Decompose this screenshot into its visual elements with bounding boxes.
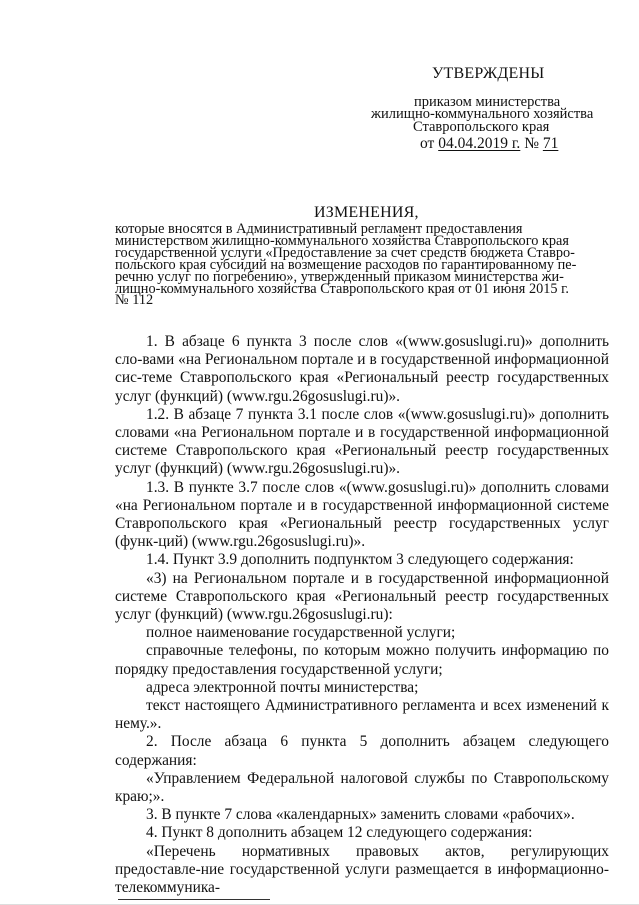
document-body [115, 333, 609, 897]
approval-date-line [420, 136, 558, 152]
preamble [115, 221, 608, 309]
approval-date: 04.04.2019 г. [438, 135, 521, 152]
footer-rule [118, 899, 270, 900]
preamble-line: № 112 [115, 292, 154, 309]
approval-line-3: Ставропольского края [413, 119, 550, 135]
preamble-line: лищно-коммунального хозяйства Ставропольского края от 01 июня 2015 г. [115, 280, 569, 297]
approval-number: 71 [542, 135, 559, 152]
subparagraph-item: текст настоящего Административного регламента и всех изменений к нему.». [115, 697, 609, 733]
approval-line-2: жилищно-коммунального хозяйства [371, 106, 594, 122]
paragraph-1-2: 1.2. В абзаце 7 пункта 3.1 после слов «(www.gosuslugi.ru)» дополнить словами «на Региональном портале и в государственной информационной системе Ставропольского края «Региональный реестр государственных услуг (функций) (www.rgu.26gosuslugi.ru)». [115, 405, 609, 478]
subparagraph-3: «3) на Региональном портале и в государственной информационной системе Ставропольского края «Региональный реестр государственных услуг (функций) (www.rgu.26gosuslugi.ru): [115, 569, 609, 624]
paragraph-1-3: 1.3. В пункте 3.7 после слов «(www.gosuslugi.ru)» дополнить словами «на Региональном портале и в государственной информационной системе Ставропольского края «Региональный реестр государственных услуг (функ-ций) (www.rgu.26gosuslugi.ru)». [115, 478, 609, 551]
preamble-line: польского края субсидий на возмещение расходов по гарантированному пе- [115, 256, 577, 273]
paragraph-1-4: 1.4. Пункт 3.9 дополнить подпунктом 3 следующего содержания: [146, 551, 574, 569]
approval-title: УТВЕРЖДЕНЫ [432, 65, 545, 82]
preamble-line: речню услуг по погребению», утвержденный приказом министерства жи- [115, 268, 564, 285]
preamble-line: государственной услуги «Предоставление за счет средств бюджета Ставро- [115, 244, 575, 261]
paragraph-1: 1. В абзаце 6 пункта 3 после слов «(www.gosuslugi.ru)» дополнить сло-вами «на Региональном портале и в государственной информационной сис-теме Ставропольского края «Региональный реестр государственных услуг (функций) (www.rgu.26gosuslugi.ru)». [115, 333, 609, 405]
document-heading: ИЗМЕНЕНИЯ, [314, 204, 419, 221]
date-prefix: от [420, 135, 439, 152]
paragraph-4: 4. Пункт 8 дополнить абзацем 12 следующего содержания: [146, 824, 533, 842]
preamble-line: министерством жилищно-коммунального хозяйства Ставропольского края [115, 232, 569, 249]
approval-line-1: приказом министерства [414, 94, 561, 110]
subparagraph-item: адреса электронной почты министерства; [146, 678, 419, 696]
subparagraph-item: справочные телефоны, по которым можно получить информацию по порядку предоставления государственной услуги; [115, 642, 609, 678]
paragraph-3: 3. В пункте 7 слова «календарных» заменить словами «рабочих». [146, 806, 575, 824]
number-prefix: № [520, 135, 543, 152]
paragraph-4-text: «Перечень нормативных правовых актов, регулирующих предоставле-ние государственной услуги размещается в информационно-телекоммуника- [115, 842, 609, 897]
subparagraph-item: полное наименование государственной услуги; [146, 624, 456, 642]
preamble-line: которые вносятся в Административный регламент предоставления [115, 221, 523, 237]
paragraph-2-text: «Управлением Федеральной налоговой службы по Ставропольскому краю;». [115, 769, 609, 806]
paragraph-2: 2. После абзаца 6 пункта 5 дополнить абзацем следующего содержания: [115, 733, 609, 769]
